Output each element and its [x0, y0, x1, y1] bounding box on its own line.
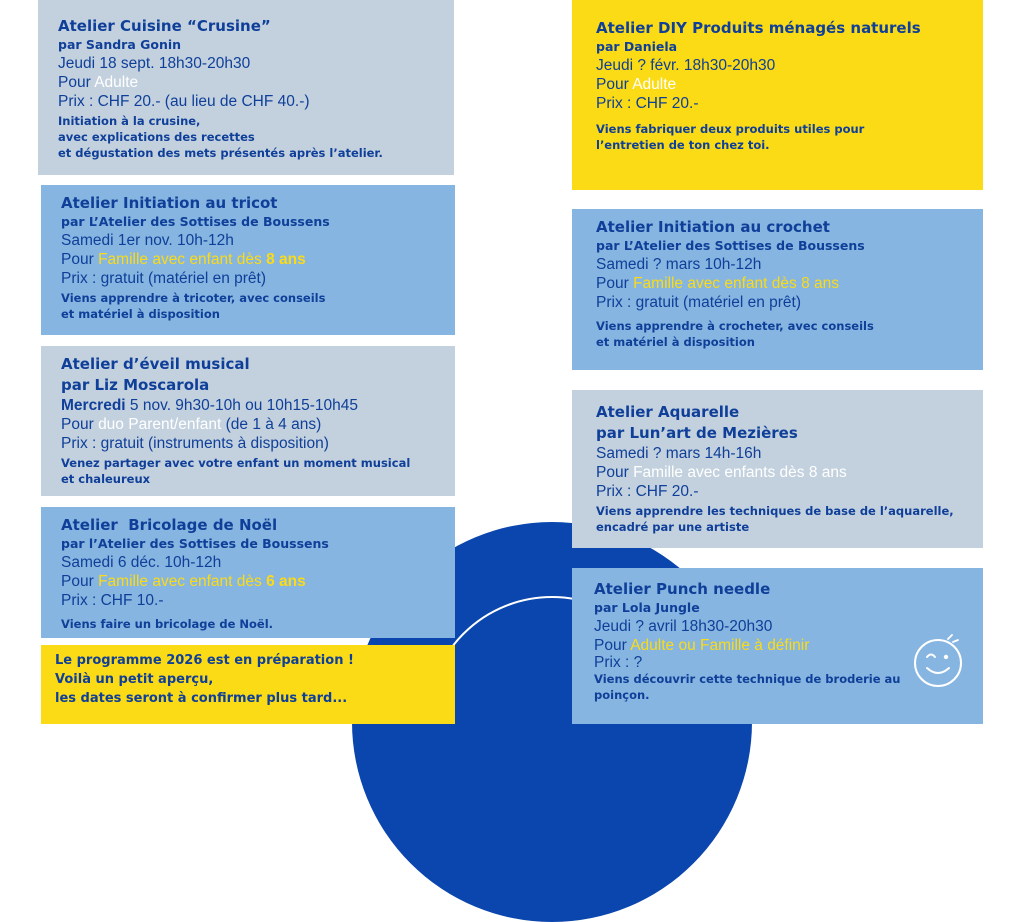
card-audience: Pour Adulte ou Famille à définir	[594, 637, 810, 654]
card-host: par L’Atelier des Sottises de Boussens	[61, 214, 330, 229]
card-price: Prix : ?	[594, 654, 643, 671]
card-date: Samedi ? mars 14h-16h	[596, 445, 762, 462]
card-price: Prix : CHF 20.-	[596, 483, 699, 500]
card-date: Jeudi 18 sept. 18h30-20h30	[58, 55, 251, 72]
card-atelier-eveil-musical	[41, 346, 455, 496]
card-description: Viens faire un bricolage de Noël.	[61, 617, 274, 631]
card-price: Prix : CHF 10.-	[61, 592, 164, 609]
card-atelier-bricolage-noel	[41, 507, 455, 638]
card-host: par Sandra Gonin	[58, 37, 182, 52]
card-description: Viens apprendre à tricoter, avec conseils et matériel à disposition	[61, 291, 326, 321]
card-price: Prix : gratuit (instruments à disposition)	[61, 435, 329, 452]
card-date: Mercredi 5 nov. 9h30-10h ou 10h15-10h45	[61, 397, 359, 414]
card-host: par Daniela	[596, 39, 678, 54]
card-price: Prix : gratuit (matériel en prêt)	[596, 294, 802, 311]
wink-smiley-icon	[908, 630, 968, 690]
card-date: Jeudi ? avril 18h30-20h30	[594, 618, 773, 635]
card-audience: Pour Adulte	[596, 76, 677, 93]
card-audience: Pour duo Parent/enfant (de 1 à 4 ans)	[61, 416, 322, 433]
card-description: Viens fabriquer deux produits utiles pour l’entretien de ton chez toi.	[596, 122, 865, 152]
card-host: par l’Atelier des Sottises de Boussens	[61, 536, 329, 551]
card-audience: Pour Famille avec enfant dès 8 ans	[61, 251, 306, 268]
card-atelier-cuisine	[38, 0, 454, 175]
card-audience: Pour Adulte	[58, 74, 139, 91]
card-description: Initiation à la crusine, avec explications des recettes et dégustation des mets présentés après l’atelier.	[58, 114, 383, 160]
card-title: Atelier Punch needle	[594, 580, 771, 598]
card-atelier-crochet	[572, 209, 983, 370]
card-atelier-punch-needle	[572, 568, 983, 724]
card-price: Prix : CHF 20.-	[596, 95, 699, 112]
card-title: Atelier Aquarelle	[596, 403, 740, 421]
card-atelier-tricot	[41, 185, 455, 335]
card-description: Viens découvrir cette technique de broderie au poinçon.	[594, 672, 901, 702]
card-title: Atelier Bricolage de Noël	[61, 516, 278, 534]
card-atelier-aquarelle	[572, 390, 983, 548]
card-price: Prix : gratuit (matériel en prêt)	[61, 270, 267, 287]
card-title: Atelier Initiation au crochet	[596, 218, 830, 236]
card-host: par Liz Moscarola	[61, 376, 210, 394]
card-audience: Pour Famille avec enfant dès 8 ans	[596, 275, 839, 292]
card-title: Atelier DIY Produits ménagés naturels	[596, 19, 921, 37]
card-description: Venez partager avec votre enfant un moment musical et chaleureux	[61, 456, 411, 486]
card-audience: Pour Famille avec enfants dès 8 ans	[596, 464, 847, 481]
card-host: par Lola Jungle	[594, 600, 700, 615]
card-audience: Pour Famille avec enfant dès 6 ans	[61, 573, 306, 590]
card-date: Jeudi ? févr. 18h30-20h30	[596, 57, 776, 74]
card-title: Atelier d’éveil musical	[61, 355, 250, 373]
card-price: Prix : CHF 20.- (au lieu de CHF 40.-)	[58, 93, 310, 110]
programme-note: Le programme 2026 est en préparation ! Voilà un petit aperçu, les dates seront à confirmer plus tard...	[41, 645, 455, 724]
card-host: par Lun’art de Mezières	[596, 424, 798, 442]
card-date: Samedi 6 déc. 10h-12h	[61, 554, 222, 571]
card-date: Samedi 1er nov. 10h-12h	[61, 232, 234, 249]
card-description: Viens apprendre à crocheter, avec conseils et matériel à disposition	[596, 319, 874, 349]
card-description: Viens apprendre les techniques de base de l’aquarelle, encadré par une artiste	[596, 504, 954, 534]
card-title: Atelier Initiation au tricot	[61, 194, 278, 212]
card-date: Samedi ? mars 10h-12h	[596, 256, 762, 273]
card-title: Atelier Cuisine “Crusine”	[58, 17, 271, 35]
card-atelier-diy	[572, 0, 983, 190]
card-host: par L’Atelier des Sottises de Boussens	[596, 238, 865, 253]
